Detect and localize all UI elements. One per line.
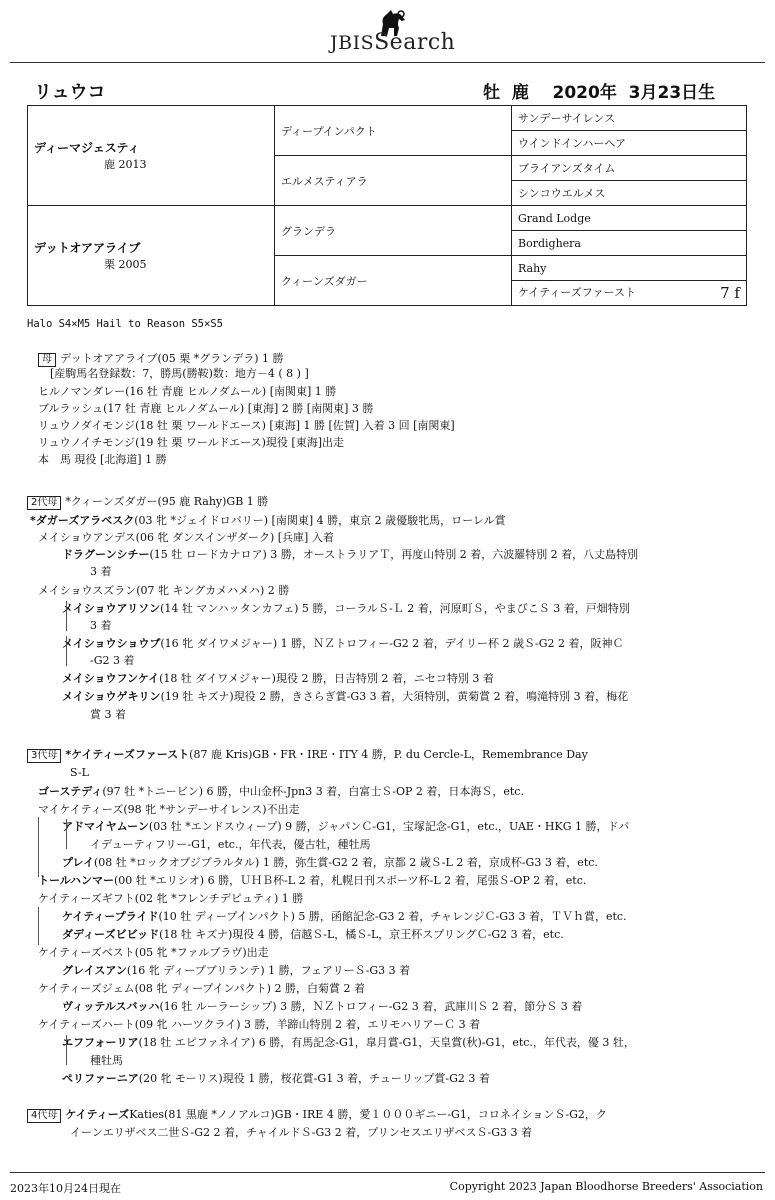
record-line <box>62 964 410 978</box>
pedigree-sire <box>28 106 275 206</box>
notable-horse-name: メイショウショウブ <box>62 637 161 650</box>
record-text: (15 牡 ロードカナロア) 3 勝，オーストラリアＴ，再度山特別 2 着，六波羅特別 2 着，八丈島特別 <box>149 548 639 561</box>
record-line <box>38 531 334 545</box>
record-line <box>38 419 455 433</box>
record-text: リュウノイチモンジ(19 牡 栗 ワールドエース)現役 [東海]出走 <box>38 436 345 449</box>
record-line <box>90 565 112 579</box>
record-text: (16 牝 ダイワメジャー) 1 勝，ＮＺトロフィー-G2 2 着，デイリー杯 2 歳Ｓ-G2 2 着，阪神Ｃ <box>160 637 624 650</box>
record-text: (08 牡 *ロックオブジブラルタル) 1 勝，弥生賞-G2 2 着，京都 2 歳Ｓ-L 2 着，京成杯-G3 3 着，etc. <box>94 856 598 869</box>
record-line <box>62 928 564 942</box>
pedigree-g3-6: Bordighera <box>512 231 747 256</box>
record-line <box>38 385 336 399</box>
record-text: Katies(81 黒鹿 *ノノアルコ)GB・IRE 4 勝，愛１０００ギニー-G1，コロネイションＳ-G2，ク <box>129 1108 607 1121</box>
record-text: イデューティフリー-G1，etc.，年代表，優古牡，種牡馬 <box>90 838 371 851</box>
pedigree-g3-7: Rahy <box>512 256 747 281</box>
generation-tag: 2代母 <box>27 496 61 510</box>
record-text: (19 牡 キズナ)現役 2 勝，きさらぎ賞-G3 3 着，大須特別，黄菊賞 2 着，鳴滝特別 3 着，梅花 <box>160 690 629 703</box>
record-text: ブルラッシュ(17 牡 青鹿 ヒルノダムール) [東海] 2 勝 [南関東] 3 勝 <box>38 402 374 415</box>
record-text: リュウノダイモンジ(18 牡 栗 ワールドエース) [東海] 1 勝 [佐賀] 入着 3 回 [南関東] <box>38 419 455 432</box>
notable-horse-name: ペリファーニア <box>62 1072 139 1085</box>
record-line <box>62 1036 635 1050</box>
record-text: (16 牡 ルーラーシップ) 3 勝，ＮＺトロフィー-G2 3 着，武庫川Ｓ 2 着，節分Ｓ 3 着 <box>159 1000 583 1013</box>
record-line <box>38 453 167 467</box>
record-text: (18 牡 ダイワメジャー)現役 2 勝，日吉特別 2 着，ニセコ特別 3 着 <box>159 672 494 685</box>
record-text: (10 牡 ディープインパクト) 5 勝，函館記念-G3 2 着，チャレンジＣ-G3 3 着，ＴＶｈ賞，etc. <box>158 910 627 923</box>
pedigree-g3-8-name: ケイティーズファースト <box>518 286 637 299</box>
record-text: S-L <box>70 766 89 779</box>
sire-sub: 鹿 2013 <box>104 158 147 171</box>
record-line <box>50 367 309 381</box>
pedigree-g3-1: サンデーサイレンス <box>512 106 747 131</box>
record-text: [産駒馬名登録数：7，勝馬(勝鞍)数：地方－4 ( 8 ) ] <box>50 367 309 380</box>
pedigree-dam-sire: グランデラ <box>275 206 512 256</box>
pedigree-g3-4: シンコウエルメス <box>512 181 747 206</box>
record-text: -G2 3 着 <box>90 654 135 667</box>
record-line <box>62 548 638 562</box>
as-of-date: 2023年10月24日現在 <box>10 1182 121 1195</box>
pedigree-g3-8 <box>512 281 747 306</box>
record-line <box>38 946 269 960</box>
continuation-bar <box>66 601 67 631</box>
notable-horse-name: メイショウゲキリン <box>62 690 161 703</box>
record-text: メイショウスズラン(07 牝 キングカメハメハ) 2 勝 <box>38 584 290 597</box>
dam-sub: 栗 2005 <box>104 258 147 271</box>
record-text: ケイティーズジェム(08 牝 ディープインパクト) 2 勝，白菊賞 2 着 <box>38 982 365 995</box>
record-line <box>70 1126 532 1140</box>
dam-name: デットオアアライブ <box>34 241 141 255</box>
inbreeding-note: Halo S4×M5 Hail to Reason S5×S5 <box>27 318 223 330</box>
record-line <box>62 1072 490 1086</box>
pedigree-table <box>27 105 747 306</box>
notable-horse-name: *ダガーズアラベスク <box>30 514 135 527</box>
record-line <box>90 1054 123 1068</box>
horse-info: 牡 鹿 2020年 3月23日生 <box>483 83 716 103</box>
record-text: 3 着 <box>90 565 112 578</box>
record-text: ヒルノマンダレー(16 牡 青鹿 ヒルノダムール) [南関東] 1 勝 <box>38 385 337 398</box>
logo-text-jbis: JBIS <box>330 32 375 54</box>
record-text: (87 鹿 Kris)GB・FR・IRE・ITY 4 勝，P. du Cercle-L，Remembrance Day <box>189 748 588 761</box>
record-line <box>90 708 126 722</box>
family-number: 7 f <box>720 284 740 302</box>
continuation-bar <box>38 817 39 877</box>
pedigree-dam-dam: クィーンズダガー <box>275 256 512 306</box>
record-text: ケイティーズギフト(02 牝 *フレンチデピュティ) 1 勝 <box>38 892 304 905</box>
notable-horse-name: *ケイティーズファースト <box>65 748 190 761</box>
record-text: (03 牡 *エンドスウィープ) 9 勝，ジャパンＣ-G1，宝塚記念-G1，etc.，UAE・HKG 1 勝，ドバ <box>148 820 630 833</box>
record-text: (14 牡 マンハッタンカフェ) 5 勝，コーラルＳ-Ｌ 2 着，河原町Ｓ，やまびこＳ 3 着，戸畑特別 <box>160 602 630 615</box>
record-text: (03 牝 *ジェイドロバリー) [南関東] 4 勝，東京 2 歳優駿牝馬，ローレル賞 <box>134 514 506 527</box>
record-text: 賞 3 着 <box>90 708 126 721</box>
notable-horse-name: メイショウフンケイ <box>62 672 160 685</box>
record-line <box>27 1108 607 1123</box>
record-line <box>38 1018 480 1032</box>
pedigree-g3-2: ウインドインハーヘア <box>512 131 747 156</box>
record-line <box>90 654 135 668</box>
record-line <box>90 619 112 633</box>
record-line <box>62 690 628 704</box>
notable-horse-name: トールハンマー <box>38 874 115 887</box>
record-text: ケイティーズベスト(05 牝 *ファルブラヴ)出走 <box>38 946 269 959</box>
record-text: (18 牡 キズナ)現役 4 勝，信越Ｓ-L，橘Ｓ-L，京王杯スプリングＣ-G2 3 着，etc. <box>159 928 564 941</box>
notable-horse-name: メイショウアリソン <box>62 602 161 615</box>
notable-horse-name: プレイ <box>62 856 95 869</box>
record-text: (97 牡 *トニービン) 6 勝，中山金杯-Jpn3 3 着，白富士Ｓ-OP 2 着，日本海Ｓ，etc. <box>102 785 524 798</box>
generation-tag: 母 <box>38 353 56 367</box>
record-text: (16 牝 ディープブリランテ) 1 勝，フェアリーＳ-G3 3 着 <box>126 964 411 977</box>
footer-divider <box>10 1172 765 1173</box>
record-text: デットオアアライブ(05 栗 *グランデラ) 1 勝 <box>60 352 284 365</box>
generation-tag: 3代母 <box>27 749 61 763</box>
continuation-bar <box>66 819 67 849</box>
record-text: (18 牡 エピファネイア) 6 勝，有馬記念-G1，皐月賞-G1，天皇賞(秋)-G1，etc.，年代表，優 3 牡， <box>138 1036 635 1049</box>
record-line <box>62 856 598 870</box>
notable-horse-name: グレイスアン <box>62 964 127 977</box>
record-line <box>30 514 506 528</box>
record-text: 3 着 <box>90 619 112 632</box>
sire-name: ディーマジェスティ <box>34 141 140 155</box>
notable-horse-name: ケイティーズ <box>65 1108 130 1121</box>
pedigree-g3-5: Grand Lodge <box>512 206 747 231</box>
record-line <box>70 766 89 780</box>
record-text: *クィーンズダガー(95 鹿 Rahy)GB 1 勝 <box>65 495 269 508</box>
record-text: 種牡馬 <box>90 1054 123 1067</box>
record-text: (20 牝 モーリス)現役 1 勝，桜花賞-G1 3 着，チューリップ賞-G2 3 着 <box>138 1072 490 1085</box>
record-line <box>38 892 303 906</box>
notable-horse-name: ケイティープライド <box>62 910 159 923</box>
continuation-bar <box>38 907 39 945</box>
copyright: Copyright 2023 Japan Bloodhorse Breeders' Association <box>449 1180 763 1193</box>
notable-horse-name: アドマイヤムーン <box>62 820 149 833</box>
record-line <box>62 1000 582 1014</box>
record-line <box>38 785 524 799</box>
record-line <box>62 910 627 924</box>
record-text: ケイティーズハート(09 牝 ハーツクライ) 3 勝，羊蹄山特別 2 着，エリモハリアーＣ 3 着 <box>38 1018 481 1031</box>
record-line <box>27 748 588 763</box>
notable-horse-name: エフフォーリア <box>62 1036 139 1049</box>
record-text: (00 牡 *エリシオ) 6 勝，ＵＨＢ杯-L 2 着，札幌日刊スポーツ杯-L 2 着，尾張Ｓ-OP 2 着，etc. <box>114 874 587 887</box>
record-line <box>38 352 284 367</box>
record-line <box>62 637 623 651</box>
record-line <box>38 874 586 888</box>
record-line <box>38 436 344 450</box>
record-line <box>38 402 373 416</box>
pedigree-sire-sire: ディープインパクト <box>275 106 512 156</box>
logo-text-search: Search <box>374 30 456 55</box>
notable-horse-name: ヴィッテルスバッハ <box>62 1000 160 1013</box>
notable-horse-name: ダディーズビビッド <box>62 928 160 941</box>
record-line <box>38 982 365 996</box>
header-divider <box>10 62 765 63</box>
notable-horse-name: ゴーステディ <box>38 785 103 798</box>
notable-horse-name: ドラグーンシチー <box>62 548 150 561</box>
pedigree-g3-3: ブライアンズタイム <box>512 156 747 181</box>
record-line <box>38 584 289 598</box>
pedigree-dam <box>28 206 275 306</box>
horse-name: リュウコ <box>34 82 106 103</box>
jbis-logo[interactable] <box>330 8 460 54</box>
continuation-bar <box>66 636 67 666</box>
pedigree-sire-dam: エルメスティアラ <box>275 156 512 206</box>
record-text: 本 馬 現役 [北海道] 1 勝 <box>38 453 167 466</box>
record-text: イーンエリザベス二世Ｓ-G2 2 着，チャイルドＳ-G3 2 着，プリンセスエリザベスＳ-G3 3 着 <box>70 1126 533 1139</box>
continuation-bar <box>66 1035 67 1065</box>
record-line <box>38 803 300 817</box>
record-line <box>62 602 630 616</box>
record-text: マイケイティーズ(98 牝 *サンデーサイレンス)不出走 <box>38 803 300 816</box>
record-line <box>27 495 268 510</box>
record-line <box>62 672 494 686</box>
record-line <box>90 838 370 852</box>
generation-tag: 4代母 <box>27 1109 61 1123</box>
record-line <box>62 820 629 834</box>
record-text: メイショウアンデス(06 牝 ダンスインザダーク) [兵庫] 入着 <box>38 531 334 544</box>
